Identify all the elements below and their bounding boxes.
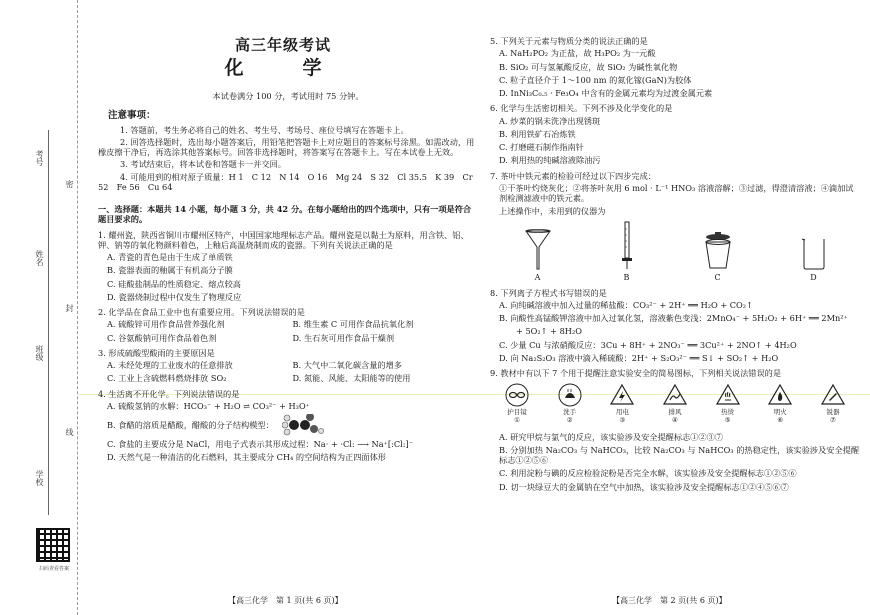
option-b: B. 向酸性高锰酸钾溶液中加入过氧化氢，溶液紫色变浅：2MnO₄⁻ + 5H₂O₂ + 6H⁺ ══ 2Mn²⁺ [499,313,848,323]
fill-line [48,440,49,515]
option-c: C. 食盐的主要成分是 NaCl，用电子式表示其形成过程：Na· + ·Cl: ⟶ Na⁺[:Cl:]⁻ [107,439,414,450]
option-a: A. 硫酸锌可用作食品营养强化剂 [107,319,225,330]
icon-label: 用电 [615,408,629,417]
school-label: 学校 [35,470,44,486]
apparatus-d [801,237,827,283]
page-footer-left: 【高三化学 第 1 页(共 6 页)】 [228,596,343,605]
option-b: B. 利用铁矿石冶炼铁 [499,128,576,139]
icon-label: 明火 [773,408,787,417]
safety-icon-wash [549,383,591,424]
flame-icon [768,383,792,407]
question-ask: 上述操作中，未用到的仪器为 [499,206,606,217]
option-b: B. 维生素 C 可用作食品抗氧化剂 [292,319,414,330]
question-stem: 3. 形成硫酸型酸雨的主要原因是 [98,347,215,358]
apparatus-a [524,227,552,283]
name-label: 姓名 [35,250,44,266]
option-c: C. 粒子直径介于 1～100 nm 的氮化镓(GaN)为胶体 [499,74,692,85]
option-c: C. 工业上含硫燃料燃烧排放 SO₂ [107,373,227,384]
question-stem: 9. 教材中有以下 7 个用于提醒注意实验安全的简易图标，下列相关说法错误的是 [490,368,782,378]
icon-number: ⑦ [830,416,836,425]
section-heading: 一、选择题：本题共 14 小题，每小题 3 分，共 42 分。在每小题给出的四个选项中，只有一项是符合题目要求的。 [98,204,472,225]
option-a: A. 硫酸氢钠的水解：HCO₃⁻ + H₂O ⇌ CO₃²⁻ + H₃O⁺ [107,400,310,411]
qr-code[interactable] [36,528,70,562]
notice-item: 1. 答题前，考生务必将自己的姓名、考生号、考场号、座位号填写在答题卡上。 [120,124,409,135]
sharp-object-icon [821,383,845,407]
apparatus-label: C [714,272,721,282]
apparatus-c [702,231,734,283]
class-label: 班级 [35,345,44,361]
option-d: D. 切一块绿豆大的金属钠在空气中加热，该实验涉及安全提醒标志①②④⑤⑥⑦ [499,481,789,492]
option-b: B. SiO₂ 可与氢氟酸反应，故 SiO₂ 为碱性氧化物 [499,61,678,72]
option-b: B. 分别加热 Na₂CO₃ 与 NaHCO₃，比较 Na₂CO₃ 与 NaHCO₃ 的热稳定性，该实验涉及安全提醒标志①②⑤⑥ [499,444,860,465]
ventilation-icon [663,383,687,407]
option-d: D. 利用热的纯碱溶液除油污 [499,155,601,166]
question-stem: 5. 下列关于元素与物质分类的说法正确的是 [490,36,648,46]
option-d: D. 向 Na₂S₂O₃ 溶液中滴入稀硫酸：2H⁺ + S₂O₃²⁻ ══ S↓ + SO₂↑ + H₂O [499,352,779,363]
safety-icon-hot [707,383,749,424]
acetic-acid-model-icon [282,414,326,436]
safety-icon-sharp [812,383,854,424]
icon-label: 排风 [668,408,682,417]
question-2 [98,307,478,343]
notice-heading: 注意事项： [108,109,156,121]
safety-icons [490,380,860,427]
icon-label: 热烫 [721,408,735,417]
beaker-icon [801,237,827,271]
safety-icon-electric [601,383,643,424]
page-1 [98,36,478,468]
question-stem: 4. 生活离不开化学。下列说法错误的是 [98,388,240,399]
question-4 [98,389,478,463]
icon-label: 护目镜 [507,408,527,417]
apparatus-label: A [534,272,541,282]
notice-item: 4. 可能用到的相对原子质量：H 1 C 12 N 14 O 16 Mg 24 S 32 Cl 35.5 K 39 Cr 52 Fe 56 Cu 64 [98,171,473,192]
question-stem: 8. 下列离子方程式书写错误的是 [490,287,607,298]
apparatus-row [490,225,860,283]
page-footer-right: 【高三化学 第 2 页(共 6 页)】 [612,596,727,605]
notice-item: 2. 回答选择题时，选出每小题答案后，用铅笔把答题卡上对应题目的答案标号涂黑。如需改动，用橡皮擦干净后，再选涂其他答案标号。回答非选择题时，将答案写在答题卡上。写在本试卷上无效。 [98,136,475,158]
crucible-icon [702,231,734,271]
seal-char: 线 [65,428,74,436]
binding-strip [0,0,78,615]
icon-number: ② [566,416,573,425]
option-c: C. 谷氨酸钠可用作食品着色剂 [107,332,217,343]
option-d: D. 氮能、风能、太阳能等的使用 [292,373,411,384]
option-b: B. 瓷器表面的釉属于有机高分子膜 [107,265,233,276]
question-stem: 2. 化学品在食品工业中也有重要应用。下列说法错误的是 [98,307,305,318]
question-detail: ①干茶叶灼烧灰化；②将茶叶灰用 6 mol · L⁻¹ HNO₃ 溶液溶解；③过滤，得澄清溶液；④滴加试剂检测滤液中的铁元素。 [499,182,854,203]
question-8 [490,288,860,364]
fill-line [48,130,49,230]
option-b-text: B. 食醋的溶质是醋酸，醋酸的分子结构模型： [107,420,274,430]
seal-char: 封 [65,304,74,312]
option-b-cont: + 5O₂↑ + 8H₂O [516,326,582,337]
icon-number: ⑥ [777,416,784,425]
exam-info: 本试卷满分 100 分，考试用时 75 分钟。 [212,90,364,101]
question-7 [490,171,860,283]
option-d: D. 瓷器烧制过程中仅发生了物理反应 [107,291,242,302]
burette-icon [619,221,635,271]
exam-number-label: 考号 [35,150,44,166]
icon-number: ⑤ [724,416,731,425]
question-stem: 7. 茶叶中铁元素的检验可经过以下四步完成： [490,170,656,181]
fill-line [48,230,49,330]
safety-icon-goggles [496,383,538,424]
icon-number: ④ [672,416,678,425]
question-stem: 1. 耀州瓷，陕西省铜川市耀州区特产，中国国家地理标志产品。耀州瓷是以黏土为原料，用含铁、铝、钾、钠等的氧化物颜料着色，上釉后高温烧制而成的瓷器。下列有关说法正确的是 [98,229,469,250]
option-b: B. 大气中二氧化碳含量的增多 [292,360,402,371]
electricity-icon [610,383,634,407]
option-c: C. 硅酸盐制品的性质稳定、熔点较高 [107,278,241,289]
goggles-icon [505,383,529,407]
option-a: A. 青瓷的青色是由于生成了单质铁 [107,252,233,263]
icon-number: ① [514,416,520,425]
hot-surface-icon [716,383,740,407]
question-9 [490,368,860,492]
question-1 [98,230,478,303]
apparatus-b [619,221,635,283]
option-a: A. 研究甲烷与氯气的反应，该实验涉及安全提醒标志①②③⑦ [499,431,723,442]
fill-line [48,330,49,440]
exam-title: 高三年级考试 [234,36,331,54]
option-c: C. 少量 Cu 与浓硝酸反应：3Cu + 8H⁺ + 2NO₃⁻ ══ 3Cu²⁺ + 2NO↑ + 4H₂O [499,339,797,350]
option-c: C. 打磨磁石制作指南针 [499,142,584,152]
option-a: A. 向纯碱溶液中加入过量的稀盐酸：CO₃²⁻ + 2H⁺ ══ H₂O + CO₂↑ [499,299,753,310]
option-a: A. 炒菜的锅未洗净出现锈斑 [499,115,601,126]
option-a: A. NaH₂PO₂ 为正盐，故 H₃PO₂ 为一元酸 [499,48,656,59]
icon-label: 锐器 [826,408,840,417]
question-5 [490,36,860,98]
apparatus-label: B [623,272,630,282]
seal-char: 密 [65,180,74,188]
safety-icon-ventilation [654,383,696,424]
option-d: D. 天然气是一种清洁的化石燃料，其主要成分 CH₄ 的空间结构为正四面体形 [107,452,386,463]
page-2 [490,36,860,497]
question-3 [98,348,478,384]
option-a: A. 未经处理的工业废水的任意排放 [107,360,233,371]
funnel-icon [524,227,552,271]
qr-caption: 扫码查看答案 [38,566,69,572]
safety-icon-flame [759,383,801,424]
icon-label: 洗手 [563,408,577,417]
hand-wash-icon [558,383,582,407]
question-6 [490,103,860,165]
icon-number: ③ [619,416,626,425]
question-stem: 6. 化学与生活密切相关。下列不涉及化学变化的是 [490,103,673,114]
notice-item: 3. 考试结束后，将本试卷和答题卡一并交回。 [120,159,286,170]
option-c: C. 利用淀粉与碘的反应检验淀粉是否完全水解，该实验涉及安全提醒标志①②⑤⑥ [499,468,797,479]
option-d: D. 生石灰可用作食品干燥剂 [292,332,395,343]
apparatus-label: D [810,272,817,282]
option-d: D. InNi₃C₀.₅ · Fe₃O₄ 中含有的金属元素均为过渡金属元素 [499,88,713,98]
subject-title: 化 学 [224,56,342,79]
notice [98,110,478,192]
option-b [98,414,478,436]
